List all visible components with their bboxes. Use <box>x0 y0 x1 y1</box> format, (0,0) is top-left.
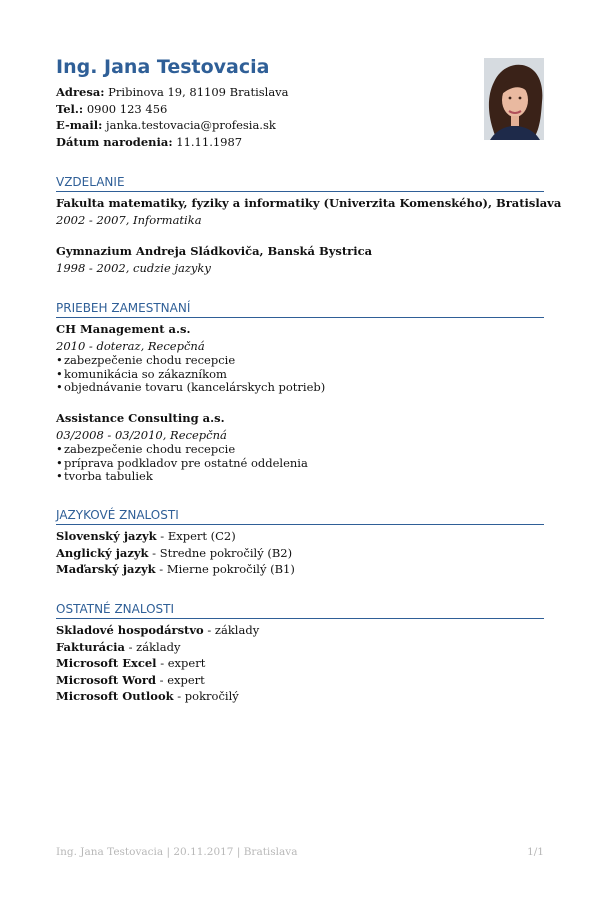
phone-row <box>56 101 456 118</box>
list-item <box>56 354 544 368</box>
employment-company: CH Management a.s. <box>56 322 191 336</box>
employment-entry <box>56 321 544 395</box>
skill-name: Fakturácia <box>56 639 125 654</box>
address-label: Adresa: <box>56 85 105 99</box>
candidate-name: Ing. Jana Testovacia <box>56 56 270 78</box>
skills-list <box>56 622 544 705</box>
languages-list <box>56 528 544 578</box>
bullet-icon: • <box>56 366 63 381</box>
email-label: E-mail: <box>56 118 103 132</box>
bullet-icon: • <box>56 455 63 470</box>
section-title-employment: PRIEBEH ZAMESTNANÍ <box>56 301 544 318</box>
education-school: Gymnazium Andreja Sládkoviča, Banská Bystrica <box>56 244 373 258</box>
skill-level: - základy <box>124 639 181 654</box>
bullet-icon: • <box>56 469 63 483</box>
language-level: - Stredne pokročilý (B2) <box>148 545 293 560</box>
phone-label: Tel.: <box>56 101 84 116</box>
skill-level: - expert <box>156 656 206 670</box>
education-entry <box>56 243 544 276</box>
language-name: Slovenský jazyk <box>56 529 157 543</box>
skill-name: Microsoft Excel <box>56 656 157 670</box>
phone-value: 0900 123 456 <box>86 101 168 116</box>
skill-item <box>56 672 544 689</box>
skill-level: - základy <box>203 623 260 637</box>
skill-item <box>56 639 544 656</box>
list-item <box>56 368 544 382</box>
email-value: janka.testovacia@profesia.sk <box>106 118 276 132</box>
language-name: Anglický jazyk <box>56 545 149 560</box>
duty-text: tvorba tabuliek <box>64 469 153 483</box>
profile-photo <box>484 58 544 140</box>
education-school: Fakulta matematiky, fyziky a informatiky (Univerzita Komenského), Bratislava <box>56 196 562 210</box>
skill-name: Microsoft Word <box>56 672 156 687</box>
skill-item <box>56 622 544 639</box>
list-item <box>56 470 544 484</box>
skill-level: - pokročilý <box>173 689 239 703</box>
language-item <box>56 528 544 545</box>
skill-name: Skladové hospodárstvo <box>56 623 204 637</box>
bullet-icon: • <box>56 353 63 367</box>
duty-text: zabezpečenie chodu recepcie <box>64 442 236 456</box>
employment-company: Assistance Consulting a.s. <box>56 411 225 425</box>
duty-text: príprava podkladov pre ostatné oddelenia <box>64 455 308 470</box>
duty-text: zabezpečenie chodu recepcie <box>64 353 236 367</box>
skill-item <box>56 655 544 672</box>
section-title-languages: JAZYKOVÉ ZNALOSTI <box>56 508 544 525</box>
list-item <box>56 443 544 457</box>
language-name: Maďarský jazyk <box>56 562 156 576</box>
list-item <box>56 381 544 395</box>
list-item <box>56 457 544 471</box>
birth-label: Dátum narodenia: <box>56 134 173 149</box>
education-detail: 1998 - 2002, cudzie jazyky <box>56 260 211 275</box>
duty-text: objednávanie tovaru (kancelárskych potrieb) <box>64 380 326 394</box>
contact-info <box>56 84 456 150</box>
education-entry <box>56 195 562 228</box>
language-item <box>56 561 544 578</box>
section-title-skills: OSTATNÉ ZNALOSTI <box>56 602 544 619</box>
language-level: - Mierne pokročilý (B1) <box>155 562 295 576</box>
language-level: - Expert (C2) <box>156 529 236 543</box>
skill-item <box>56 688 544 705</box>
portrait-image <box>484 58 544 140</box>
birth-row <box>56 134 456 151</box>
address-row <box>56 84 456 101</box>
bullet-icon: • <box>56 380 63 394</box>
footer-info: Ing. Jana Testovacia | 20.11.2017 | Bratislava <box>56 846 298 858</box>
language-item <box>56 545 544 562</box>
bullet-icon: • <box>56 442 63 456</box>
employment-detail: 2010 - doteraz, Recepčná <box>56 338 205 353</box>
section-title-education: VZDELANIE <box>56 175 544 192</box>
birth-value: 11.11.1987 <box>176 134 243 149</box>
duty-text: komunikácia so zákazníkom <box>64 366 227 381</box>
employment-detail: 03/2008 - 03/2010, Recepčná <box>56 427 227 442</box>
page-number: 1/1 <box>527 846 544 858</box>
education-detail: 2002 - 2007, Informatika <box>56 212 202 227</box>
employment-entry <box>56 410 544 484</box>
skill-name: Microsoft Outlook <box>56 689 174 703</box>
email-row <box>56 117 456 134</box>
address-value: Pribinova 19, 81109 Bratislava <box>108 85 289 99</box>
skill-level: - expert <box>156 672 205 687</box>
